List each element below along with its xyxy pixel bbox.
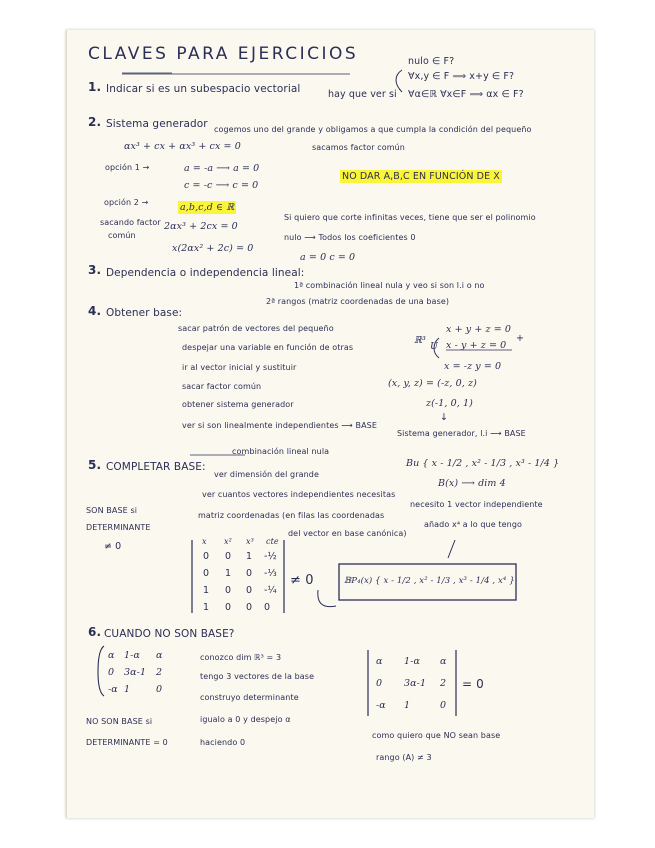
section-number: 3.: [88, 263, 102, 277]
note-sum: ∀x,y ∈ F ⟹ x+y ∈ F?: [408, 71, 515, 82]
matrix-result: ≠ 0: [290, 573, 314, 588]
det-cell: α: [440, 656, 447, 667]
step-line: tengo 3 vectores de la base: [200, 672, 315, 681]
matrix-header: x²: [224, 537, 232, 546]
comun-label: común: [108, 231, 136, 240]
highlighted-note: a,b,c,d ∈ ℝ: [180, 202, 235, 213]
section-number: 4.: [88, 304, 102, 318]
step-line: matriz coordenadas (en filas las coordenadas: [198, 511, 385, 520]
matrix-cell: 1: [203, 602, 210, 613]
matrix-cell: 0: [246, 602, 253, 613]
matrix-cell: 1: [203, 585, 210, 596]
system-eq: x - y + z = 0: [446, 340, 507, 351]
bottom-note: como quiero que NO sean base: [372, 731, 501, 740]
note-line: a = 0 c = 0: [300, 252, 356, 263]
subspace-label: U: [430, 341, 439, 352]
side-note: ≠ 0: [104, 541, 122, 552]
page-title: CLAVES PARA EJERCICIOS: [88, 44, 359, 64]
section-1-heading: Indicar si es un subespacio vectorial: [106, 83, 301, 95]
brace-mark: [396, 70, 402, 92]
result-text: Sistema generador, l.i ⟶ BASE: [397, 429, 526, 438]
bottom-note: rango (A) ≠ 3: [376, 753, 432, 762]
equation: a = -a ⟶ a = 0: [184, 163, 260, 174]
option-label: opción 2 →: [104, 198, 149, 207]
step-line: igualo a 0 y despejo α: [200, 715, 291, 724]
section-number: 1.: [88, 80, 102, 94]
note-line: nulo ⟶ Todos los coeficientes 0: [284, 233, 416, 242]
matrix-cell: 0: [264, 602, 271, 613]
det-cell: 3α-1: [404, 678, 427, 689]
section-number: 6.: [88, 625, 102, 639]
matrix-header: x: [202, 537, 207, 546]
space-label: ℝ³: [414, 335, 426, 346]
note-scalar: ∀α∈ℝ ∀x∈F ⟹ αx ∈ F?: [408, 89, 524, 100]
vector-cell: 0: [156, 684, 163, 695]
equation: 2αx³ + 2cx = 0: [164, 221, 238, 232]
matrix-cell: 0: [203, 551, 210, 562]
det-cell: 2: [440, 678, 447, 689]
plus-sign: +: [516, 333, 525, 344]
side-note: SON BASE si: [86, 506, 138, 515]
matrix-cell: 1: [246, 551, 253, 562]
section-3-line: 1ª combinación lineal nula y veo si son l.i o no: [294, 281, 485, 290]
step-line: haciendo 0: [200, 738, 246, 747]
vector-cell: 1: [124, 684, 131, 695]
matrix-cell: 0: [225, 551, 232, 562]
section-2-heading: Sistema generador: [106, 118, 208, 130]
vector-cell: 0: [108, 667, 115, 678]
note-line: Si quiero que corte infinitas veces, tiene que ser el polinomio: [284, 213, 536, 222]
step-line: despejar una variable en función de otras: [182, 343, 354, 352]
right-note: Bu { x - 1/2 , x² - 1/3 , x³ - 1/4 }: [406, 458, 560, 469]
matrix-header: x³: [246, 537, 254, 546]
vector-cell: 2: [156, 667, 163, 678]
solution: x = -z y = 0: [444, 361, 502, 372]
matrix-cell: -⅓: [264, 568, 277, 579]
vector-cell: 1-α: [124, 650, 140, 661]
equation: c = -c ⟶ c = 0: [184, 180, 259, 191]
matrix-cell: 0: [246, 568, 253, 579]
note-null: nulo ∈ F?: [408, 56, 455, 67]
step-sub: combinación lineal nula: [232, 447, 330, 456]
section-2-description: cogemos uno del grande y obligamos a que cumpla la condición del pequeño: [214, 125, 532, 134]
highlighted-note: NO DAR A,B,C EN FUNCIÓN DE X: [342, 171, 500, 182]
section-1-aside: hay que ver si: [328, 89, 397, 100]
right-note: necesito 1 vector independiente: [410, 500, 543, 509]
right-note: añado x⁴ a lo que tengo: [424, 520, 522, 529]
side-note: DETERMINANTE: [86, 523, 151, 532]
result-box-text: 𝔹P₄(x) { x - 1/2 , x² - 1/3 , x³ - 1/4 , x⁴ }: [344, 576, 515, 586]
matrix-cell: 0: [225, 585, 232, 596]
step-line: obtener sistema generador: [182, 400, 294, 409]
sacando-label: sacando factor: [100, 218, 161, 227]
section-6-heading: CUANDO NO SON BASE?: [104, 628, 235, 640]
step-line: del vector en base canónica): [288, 529, 407, 538]
det-cell: α: [376, 656, 383, 667]
section-3-line: 2ª rangos (matriz coordenadas de una base): [266, 297, 450, 306]
det-equals: = 0: [462, 677, 484, 691]
down-arrow: ↓: [440, 412, 449, 423]
matrix-cell: -¼: [264, 585, 277, 596]
system-eq: x + y + z = 0: [446, 324, 512, 335]
vector-cell: α: [108, 650, 115, 661]
section-5-heading: COMPLETAR BASE:: [106, 461, 206, 473]
right-note: B(x) ⟶ dim 4: [438, 478, 506, 489]
matrix-cell: -½: [264, 551, 277, 562]
det-cell: -α: [376, 700, 386, 711]
equation: αx³ + cx + αx³ + cx = 0: [124, 141, 241, 152]
step-line: construyo determinante: [200, 693, 299, 702]
matrix-cell: 0: [246, 585, 253, 596]
step-line: sacar factor común: [182, 382, 262, 391]
curved-arrow: [318, 590, 336, 607]
vector-cell: -α: [108, 684, 118, 695]
det-cell: 0: [440, 700, 447, 711]
matrix-cell: 0: [203, 568, 210, 579]
vector-eq: (x, y, z) = (-z, 0, z): [388, 378, 477, 389]
side-note: DETERMINANTE = 0: [86, 738, 168, 747]
section-4-heading: Obtener base:: [106, 307, 183, 319]
step-line: ver dimensión del grande: [214, 470, 319, 479]
vector-eq: z(-1, 0, 1): [426, 398, 473, 409]
equation: x(2αx² + 2c) = 0: [172, 243, 254, 254]
section-3-heading: Dependencia o independencia lineal:: [106, 267, 305, 279]
step-line: ver si son linealmente independientes ⟶ BASE: [182, 421, 377, 430]
section-number: 2.: [88, 115, 102, 129]
step-line: conozco dim ℝ³ = 3: [200, 653, 282, 662]
side-note: NO SON BASE si: [86, 717, 153, 726]
matrix-cell: 0: [225, 602, 232, 613]
step-line: sacar patrón de vectores del pequeño: [178, 324, 334, 333]
step-line: ver cuantos vectores independientes necesitas: [202, 490, 396, 499]
section-2-sacamos: sacamos factor común: [312, 143, 405, 152]
vector-cell: 3α-1: [124, 667, 147, 678]
det-cell: 0: [376, 678, 383, 689]
det-cell: 1-α: [404, 656, 420, 667]
option-label: opción 1 →: [105, 163, 150, 172]
det-cell: 1: [404, 700, 411, 711]
section-number: 5.: [88, 458, 102, 472]
step-line: ir al vector inicial y sustituir: [182, 363, 297, 372]
vector-cell: α: [156, 650, 163, 661]
matrix-cell: 1: [225, 568, 232, 579]
matrix-header: cte: [266, 537, 279, 546]
